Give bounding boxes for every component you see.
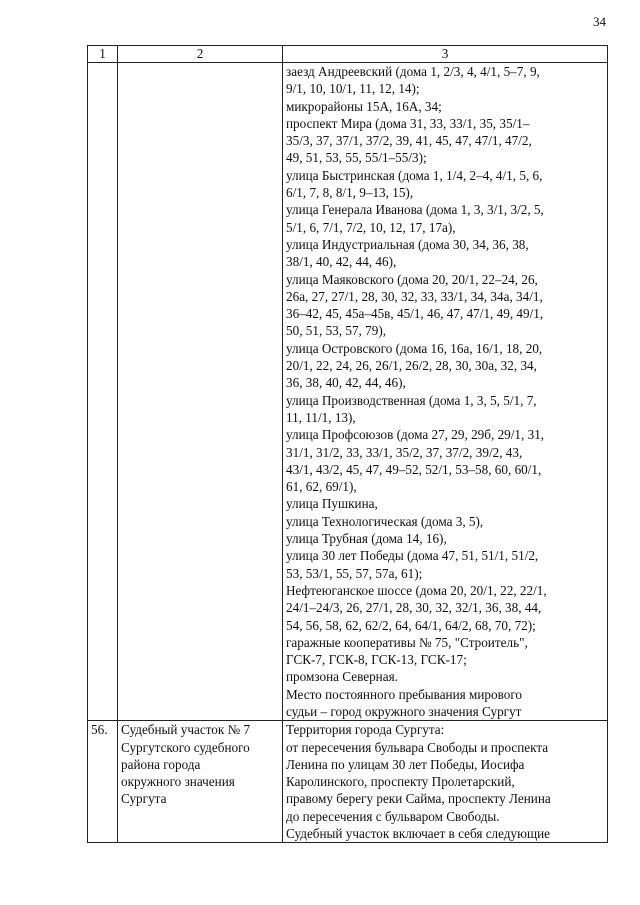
- territory-text-line: 36, 38, 40, 42, 44, 46),: [286, 375, 406, 391]
- row1-number-cell: [88, 63, 118, 721]
- court-name-line: окружного значения: [121, 774, 235, 790]
- territory-text-line: 36–42, 45, 45а–45в, 45/1, 46, 47, 47/1, 49, 49/1,: [286, 306, 544, 322]
- territory-text-line: улица Генерала Иванова (дома 1, 3, 3/1, 3/2, 5,: [286, 202, 544, 218]
- territory-text-line: 61, 62, 69/1),: [286, 479, 357, 495]
- header-cell-3: 3: [283, 46, 608, 63]
- territory-text-line: Каролинского, проспекту Пролетарский,: [286, 774, 515, 790]
- row2-territory-cell: [283, 721, 608, 843]
- territory-text-line: 6/1, 7, 8, 8/1, 9–13, 15),: [286, 185, 414, 201]
- header-cell-1: 1: [88, 46, 118, 63]
- court-name-line: района города: [121, 756, 201, 772]
- territory-text-line: улица Быстринская (дома 1, 1/4, 2–4, 4/1, 5, 6,: [286, 167, 543, 183]
- page-number: 34: [593, 14, 606, 29]
- court-name-line: Сургутского судебного: [121, 739, 250, 755]
- territory-text-line: улица Индустриальная (дома 30, 34, 36, 38,: [286, 236, 529, 252]
- territory-text-line: 11, 11/1, 13),: [286, 409, 356, 425]
- territory-text-line: 43/1, 43/2, 45, 47, 49–52, 52/1, 53–58, 60, 60/1,: [286, 461, 542, 477]
- table-row: [88, 721, 608, 843]
- territory-text-line: улица Трубная (дома 14, 16),: [286, 531, 447, 547]
- territory-text-line: улица Островского (дома 16, 16а, 16/1, 18, 20,: [286, 340, 543, 356]
- territory-text-line: 38/1, 40, 42, 44, 46),: [286, 254, 397, 270]
- territory-text-line: правому берегу реки Сайма, проспекту Ленина: [286, 791, 551, 807]
- jurisdiction-table: [87, 45, 608, 843]
- court-name-line: Судебный участок № 7: [121, 722, 251, 738]
- territory-text-line: 49, 51, 53, 55, 55/1–55/3);: [286, 150, 427, 166]
- territory-text-line: 5/1, 6, 7/1, 7/2, 10, 12, 17, 17а),: [286, 219, 456, 235]
- territory-text-line: проспект Мира (дома 31, 33, 33/1, 35, 35/1–: [286, 115, 530, 131]
- territory-text-line: судьи – город окружного значения Сургут: [286, 703, 522, 719]
- territory-text-line: 20/1, 22, 24, 26, 26/1, 26/2, 28, 30, 30а, 32, 34,: [286, 358, 537, 374]
- territory-text-line: улица Маяковского (дома 20, 20/1, 22–24, 26,: [286, 271, 538, 287]
- territory-text-line: Нефтеюганское шоссе (дома 20, 20/1, 22, 22/1,: [286, 582, 547, 598]
- territory-text-line: 24/1–24/3, 26, 27/1, 28, 30, 32, 32/1, 36, 38, 44,: [286, 600, 542, 616]
- table-header-row: [88, 46, 608, 63]
- territory-text-line: до пересечения с бульваром Свободы.: [286, 808, 500, 824]
- territory-text-line: Место постоянного пребывания мирового: [286, 686, 523, 702]
- territory-text-line: улица Пушкина,: [286, 496, 378, 512]
- row1-territory-cell: [283, 63, 608, 721]
- territory-text-line: Территория города Сургута:: [286, 722, 445, 738]
- court-name-line: Сургута: [121, 791, 167, 807]
- territory-text-line: заезд Андреевский (дома 1, 2/3, 4, 4/1, 5–7, 9,: [286, 64, 540, 79]
- territory-text-line: 26а, 27, 27/1, 28, 30, 32, 33, 33/1, 34, 34а, 34/1,: [286, 288, 543, 304]
- territory-text-line: 9/1, 10, 10/1, 11, 12, 14);: [286, 81, 420, 97]
- territory-text-line: Судебный участок включает в себя следующие: [286, 826, 551, 842]
- row2-name-cell: [118, 721, 283, 843]
- territory-text-line: 53, 53/1, 55, 57, 57а, 61);: [286, 565, 423, 581]
- territory-text-line: микрорайоны 15А, 16А, 34;: [286, 98, 442, 114]
- territory-text-line: промзона Северная.: [286, 669, 398, 685]
- territory-text-line: Ленина по улицам 30 лет Победы, Иосифа: [286, 756, 525, 772]
- territory-text-line: 54, 56, 58, 62, 62/2, 64, 64/1, 64/2, 68, 70, 72);: [286, 617, 536, 633]
- row2-number-cell: 56.: [88, 721, 118, 843]
- territory-text-line: улица Производственная (дома 1, 3, 5, 5/1, 7,: [286, 392, 537, 408]
- table-row: [88, 63, 608, 721]
- territory-text-line: гаражные кооперативы № 75, "Строитель",: [286, 634, 528, 650]
- territory-text-line: улица Технологическая (дома 3, 5),: [286, 513, 484, 529]
- territory-text-line: улица 30 лет Победы (дома 47, 51, 51/1, 51/2,: [286, 548, 539, 564]
- territory-text-line: ГСК-7, ГСК-8, ГСК-13, ГСК-17;: [286, 652, 467, 668]
- row1-name-cell: [118, 63, 283, 721]
- territory-text-line: 50, 51, 53, 57, 79),: [286, 323, 387, 339]
- territory-text-line: улица Профсоюзов (дома 27, 29, 29б, 29/1, 31,: [286, 427, 545, 443]
- header-cell-2: 2: [118, 46, 283, 63]
- territory-text-line: от пересечения бульвара Свободы и проспекта: [286, 739, 549, 755]
- territory-text-line: 31/1, 31/2, 33, 33/1, 35/2, 37, 37/2, 39/2, 43,: [286, 444, 523, 460]
- territory-text-line: 35/3, 37, 37/1, 37/2, 39, 41, 45, 47, 47/1, 47/2,: [286, 133, 532, 149]
